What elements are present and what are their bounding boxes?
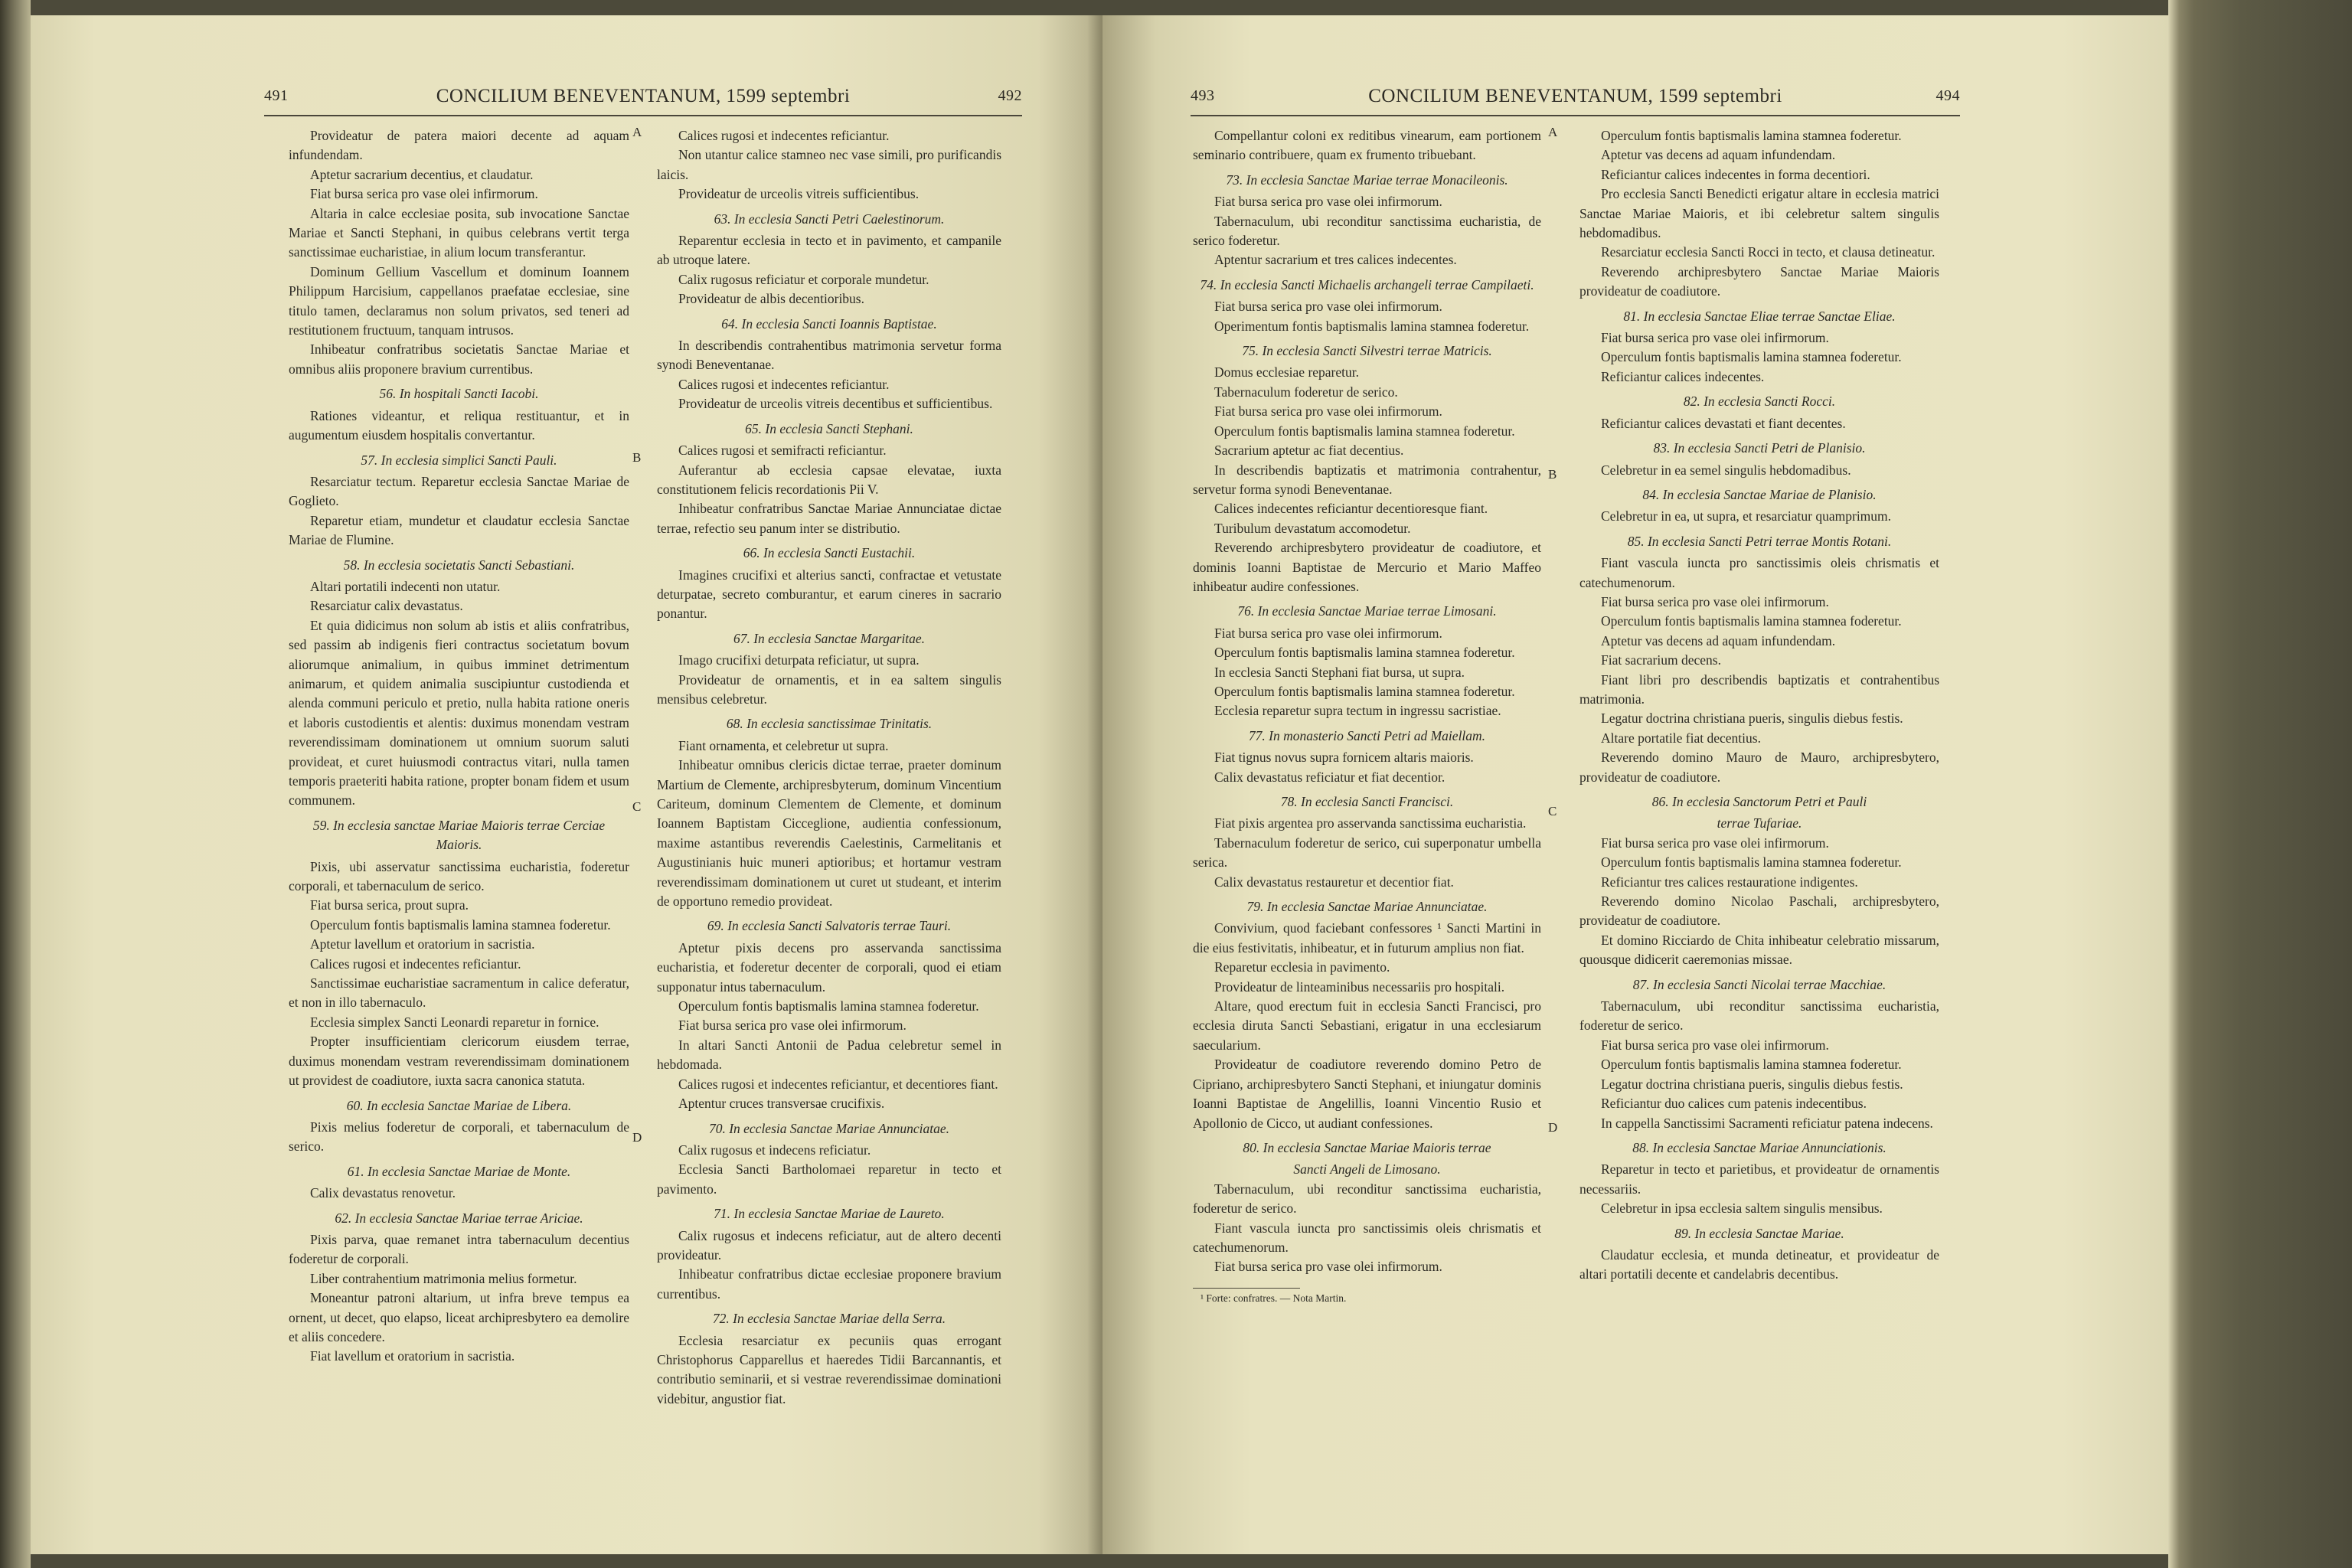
paragraph: Aptetur vas decens ad aquam infundendam.: [1601, 147, 1836, 163]
paragraph: Rationes videantur, et reliqua restituantur, et in augumentum eiusdem hospitalis convertantur.: [289, 407, 629, 443]
section-heading: 66. In ecclesia Sancti Eustachii.: [743, 545, 916, 561]
paragraph: Auferantur ab ecclesia capsae elevatae, iuxta constitutionem felicis recordationis Pii V.: [657, 462, 1001, 497]
paragraph: Fiat pixis argentea pro asservanda sanctissima eucharistia.: [1214, 815, 1527, 831]
paragraph: Calix rugosus reficiatur et corporale mundetur.: [678, 271, 929, 287]
paragraph: Calices indecentes reficiantur decentioresque fiant.: [1214, 501, 1488, 517]
paragraph: Imago crucifixi deturpata reficiatur, ut supra.: [678, 652, 920, 668]
footnote-rule: [1193, 1288, 1300, 1289]
right-column-1-body: [1193, 126, 1541, 1277]
paragraph: Convivium, quod faciebant confessores ¹ Sancti Martini in die eius festivitatis, inhibeatur, et in futurum amplius non fiat.: [1193, 920, 1541, 956]
section-heading: 62. In ecclesia Sanctae Mariae terrae Ariciae.: [335, 1210, 583, 1226]
section-heading: 87. In ecclesia Sancti Nicolai terrae Macchiae.: [1632, 976, 1886, 992]
book-edge-left: [0, 0, 31, 1568]
paragraph: Reparetur in tecto et parietibus, et provideatur de ornamentis necessariis.: [1579, 1161, 1939, 1197]
footnote: ¹ Forte: confratres. — Nota Martin.: [1200, 1292, 1347, 1304]
paragraph: Fiant ornamenta, et celebretur ut supra.: [678, 737, 889, 753]
paragraph: Calix devastatus reficiatur et fiat decentior.: [1214, 769, 1446, 785]
paragraph: Fiat bursa serica pro vase olei infirmorum.: [310, 186, 538, 202]
margin-mark-c: C: [632, 799, 642, 814]
section-heading: 67. In ecclesia Sanctae Margaritae.: [733, 630, 926, 646]
paragraph: Fiat bursa serica, prout supra.: [310, 897, 469, 913]
section-heading: 88. In ecclesia Sanctae Mariae Annunciationis.: [1632, 1139, 1886, 1155]
section-heading: 79. In ecclesia Sanctae Mariae Annunciatae.: [1246, 899, 1488, 915]
paragraph: Operculum fontis baptismalis lamina stamnea foderetur.: [1214, 645, 1515, 661]
paragraph: Calices rugosi et semifracti reficiantur.: [678, 443, 887, 459]
section-heading: 68. In ecclesia sanctissimae Trinitatis.: [726, 716, 933, 732]
paragraph: Ecclesia reparetur supra tectum in ingressu sacristiae.: [1214, 703, 1501, 719]
section-heading: 58. In ecclesia societatis Sancti Sebastiani.: [343, 557, 575, 573]
paragraph: Operimentum fontis baptismalis lamina stamnea foderetur.: [1214, 318, 1530, 334]
left-column-2: [657, 126, 1001, 1409]
section-heading: 61. In ecclesia Sanctae Mariae de Monte.: [347, 1163, 571, 1179]
section-heading: 65. In ecclesia Sancti Stephani.: [745, 420, 913, 436]
page-number: 494: [1936, 87, 1960, 104]
paragraph: Fiat bursa serica pro vase olei infirmorum.: [1601, 835, 1829, 851]
paragraph: Altare portatile fiat decentius.: [1601, 730, 1761, 746]
paragraph: Fiat bursa serica pro vase olei infirmorum.: [1601, 330, 1829, 346]
section-heading: 86. In ecclesia Sanctorum Petri et Pauli: [1651, 794, 1867, 809]
running-title: CONCILIUM BENEVENTANUM, 1599 septembri: [436, 86, 851, 106]
left-page: [31, 15, 1102, 1554]
paragraph: In cappella Sanctissimi Sacramenti reficiatur patena indecens.: [1601, 1115, 1933, 1131]
paragraph: Pixis, ubi asservatur sanctissima eucharistia, foderetur corporali, et tabernaculum de serico.: [289, 858, 629, 894]
page-number: 491: [264, 87, 289, 104]
paragraph: Fiant vascula iuncta pro sanctissimis oleis chrismatis et catechumenorum.: [1579, 555, 1939, 590]
paragraph: In altari Sancti Antonii de Padua celebretur semel in hebdomada.: [657, 1037, 1001, 1073]
paragraph: Pixis melius foderetur de corporali, et tabernaculum de serico.: [289, 1119, 629, 1155]
paragraph: Reficiantur calices indecentes.: [1601, 368, 1765, 384]
page-number: 493: [1191, 87, 1215, 104]
paragraph: Fiat bursa serica pro vase olei infirmorum.: [1214, 299, 1442, 315]
paragraph: Claudatur ecclesia, et munda detineatur, et provideatur de altari portatili decente et candelabris decentibus.: [1579, 1246, 1939, 1282]
running-title: CONCILIUM BENEVENTANUM, 1599 septembri: [1368, 86, 1782, 106]
paragraph: Operculum fontis baptismalis lamina stamnea foderetur.: [1601, 613, 1902, 629]
margin-mark-b: B: [1548, 467, 1557, 482]
paragraph: Aptetur sacrarium decentius, et claudatur.: [310, 166, 534, 182]
paragraph: Moneantur patroni altarium, ut infra breve tempus ea ornent, ut decet, quo elapso, liceat archipresbytero ea demolire et aliis concedere.: [289, 1290, 629, 1344]
section-heading: 83. In ecclesia Sancti Petri de Planisio.: [1653, 440, 1866, 456]
section-heading: 89. In ecclesia Sanctae Mariae.: [1674, 1225, 1844, 1241]
paragraph: Calices rugosi et indecentes reficiantur, et decentiores fiant.: [678, 1076, 998, 1092]
paragraph: Calices rugosi et indecentes reficiantur.: [310, 956, 521, 972]
paragraph: Altare, quod erectum fuit in ecclesia Sancti Francisci, pro ecclesia diruta Sancti Sebastiani, erigatur in una ecclesiarum saecularium.: [1193, 998, 1541, 1053]
paragraph: Fiat bursa serica pro vase olei infirmorum.: [1601, 1037, 1829, 1053]
paragraph: Aptetur lavellum et oratorium in sacristia.: [310, 936, 535, 952]
section-heading: 85. In ecclesia Sancti Petri terrae Montis Rotani.: [1627, 533, 1892, 549]
section-heading: 80. In ecclesia Sanctae Mariae Maioris terrae: [1243, 1139, 1491, 1155]
section-heading: 59. In ecclesia sanctae Mariae Maioris terrae Cerciae Maioris.: [312, 817, 606, 853]
paragraph: Fiant libri pro describendis baptizatis et contrahentibus matrimonia.: [1579, 671, 1939, 707]
paragraph: Fiat bursa serica pro vase olei infirmorum.: [1214, 403, 1442, 420]
running-head-left: [264, 77, 1022, 116]
paragraph: Fiat bursa serica pro vase olei infirmorum.: [678, 1018, 906, 1034]
paragraph: Reverendo archipresbytero Sanctae Mariae Maioris provideatur de coadiutore.: [1579, 263, 1939, 299]
margin-mark-d: D: [1548, 1120, 1558, 1135]
paragraph: Ecclesia resarciatur ex pecuniis quas errogant Christophorus Capparellus et haeredes Tidii Barcannantis, et contributio seminarii, et si vestrae reverendissimae dominationi videbitur, angustior fiat.: [657, 1332, 1001, 1406]
paragraph: Turibulum devastatum accomodetur.: [1214, 520, 1411, 536]
section-heading: 76. In ecclesia Sanctae Mariae terrae Limosani.: [1237, 603, 1497, 619]
margin-mark-a: A: [1548, 125, 1558, 139]
paragraph: Fiat sacrarium decens.: [1601, 652, 1721, 668]
paragraph: Provideatur de urceolis vitreis decentibus et sufficientibus.: [678, 396, 993, 412]
section-heading: 74. In ecclesia Sancti Michaelis archangeli terrae Campilaeti.: [1200, 276, 1534, 292]
paragraph: Tabernaculum, ubi reconditur sanctissima eucharistia, de serico foderetur.: [1193, 213, 1541, 249]
section-heading: 75. In ecclesia Sancti Silvestri terrae Matricis.: [1242, 343, 1492, 359]
paragraph: Calix rugosus et indecens reficiatur.: [678, 1142, 871, 1158]
paragraph: Aptentur sacrarium et tres calices indecentes.: [1214, 252, 1457, 268]
paragraph: Resarciatur ecclesia Sancti Rocci in tecto, et clausa detineatur.: [1601, 244, 1936, 260]
section-heading: 63. In ecclesia Sancti Petri Caelestinorum.: [714, 211, 945, 227]
paragraph: Operculum fontis baptismalis lamina stamnea foderetur.: [678, 998, 979, 1014]
paragraph: Operculum fontis baptismalis lamina stamnea foderetur.: [1601, 854, 1902, 871]
paragraph: Altaria in calce ecclesiae posita, sub invocatione Sanctae Mariae et Sancti Stephani, in quibus celebrans vertit terga sanctissimae eucharistiae, in alium locum transferantur.: [289, 205, 629, 260]
paragraph: Calix devastatus restauretur et decentior fiat.: [1214, 874, 1454, 890]
paragraph: Provideatur de urceolis vitreis sufficientibus.: [678, 186, 920, 202]
margin-mark-d: D: [632, 1130, 642, 1145]
paragraph: Dominum Gellium Vascellum et dominum Ioannem Philippum Harcisium, cappellanos praefatae ecclesiae, sine titulo tamen, declaramus non solum privatos, sed teneri ad restitutionem fructuum, tanquam intrusos.: [289, 263, 629, 338]
paragraph: Celebretur in ea semel singulis hebdomadibus.: [1601, 462, 1851, 478]
section-heading: 56. In hospitali Sancti Iacobi.: [379, 386, 539, 402]
paragraph: Reparetur etiam, mundetur et claudatur ecclesia Sanctae Mariae de Flumine.: [289, 512, 629, 548]
paragraph: Legatur doctrina christiana pueris, singulis diebus festis.: [1601, 1076, 1903, 1092]
paragraph: Reficiantur calices indecentes in forma decentiori.: [1601, 166, 1870, 182]
paragraph: Operculum fontis baptismalis lamina stamnea foderetur.: [1601, 1057, 1902, 1073]
section-heading: 72. In ecclesia Sanctae Mariae della Serra.: [712, 1311, 946, 1327]
paragraph: Et domino Ricciardo de Chita inhibeatur celebratio missarum, quousque didicerit caeremonias missae.: [1579, 932, 1939, 968]
paragraph: Provideatur de ornamentis, et in ea saltem singulis mensibus celebretur.: [657, 671, 1001, 707]
section-heading: 81. In ecclesia Sanctae Eliae terrae Sanctae Eliae.: [1623, 308, 1896, 324]
right-column-2: [1579, 126, 1939, 1285]
paragraph: Pixis parva, quae remanet intra tabernaculum decentius foderetur de corporali.: [289, 1231, 629, 1267]
paragraph: Reverendo domino Nicolao Paschali, archipresbytero, provideatur de coadiutore.: [1579, 893, 1939, 929]
margin-mark-b: B: [632, 450, 642, 465]
paragraph: Celebretur in ea, ut supra, et resarciatur quamprimum.: [1601, 508, 1892, 524]
paragraph: Operculum fontis baptismalis lamina stamnea foderetur.: [1601, 128, 1902, 143]
paragraph: Ecclesia simplex Sancti Leonardi reparetur in fornice.: [310, 1014, 599, 1030]
paragraph: Fiat bursa serica pro vase olei infirmorum.: [1214, 194, 1442, 210]
section-heading: 70. In ecclesia Sanctae Mariae Annunciatae.: [708, 1120, 950, 1136]
paragraph: Provideatur de linteaminibus necessariis pro hospitali.: [1214, 978, 1505, 995]
paragraph: Provideatur de patera maiori decente ad aquam infundendam.: [289, 128, 629, 163]
running-head-right: [1191, 77, 1960, 116]
right-column-1: [1193, 126, 1541, 1305]
paragraph: Propter insufficientiam clericorum eiusdem terrae, duximus monendam vestram reverendissimam dominationem ut providest de coadiutore, iuxta sacra canonica statuta.: [289, 1034, 629, 1089]
paragraph: Tabernaculum foderetur de serico, cui superponatur umbella serica.: [1193, 835, 1541, 871]
margin-mark-a: A: [632, 125, 642, 139]
paragraph: Operculum fontis baptismalis lamina stamnea foderetur.: [1214, 683, 1515, 699]
section-heading: 73. In ecclesia Sanctae Mariae terrae Monacileonis.: [1226, 172, 1508, 188]
paragraph: Imagines crucifixi et alterius sancti, confractae et vetustate deturpatae, secreto comburantur, et earum cineres in sacrario ponantur.: [657, 567, 1001, 622]
paragraph: Non utantur calice stamneo nec vase simili, pro purificandis laicis.: [657, 147, 1001, 182]
paragraph: Reverendo archipresbytero provideatur de coadiutore, et dominis Ioanni Baptistae de Mercurio et Mario Maffeo inhibeatur audire confessiones.: [1193, 540, 1541, 594]
section-heading: terrae Tufariae.: [1717, 815, 1802, 831]
right-page: [1102, 15, 2168, 1554]
paragraph: Fiat bursa serica pro vase olei infirmorum.: [1214, 1259, 1442, 1275]
paragraph: Calices rugosi et indecentes reficiantur.: [678, 376, 890, 392]
section-heading: 77. In monasterio Sancti Petri ad Maiellam.: [1248, 727, 1486, 743]
paragraph: In describendis baptizatis et matrimonia contrahentur, servetur forma synodi Beneventanae.: [1193, 462, 1541, 497]
paragraph: Inhibeatur confratribus societatis Sanctae Mariae et omnibus aliis proponere bravium currentibus.: [289, 341, 629, 377]
paragraph: Altari portatili indecenti non utatur.: [310, 578, 501, 594]
paragraph: Et quia didicimus non solum ab istis et aliis confratribus, sed passim ab indigenis fieri contractus societatum bovum aliorumque animalium, in quibus imminet detrimentum animarum, et quidem animalia suscipiuntur custodienda et alenda communi periculo et pretio, nulla habita ratione oneris et laboris custodientis et alentis: duximus monendam vestram reverendissimam dominationem ut omnium suorum saluti provideat, et curet huiusmodi contractus vitari, nulla tamen temporis praeteriti habita ratione, propter bonam fidem et usum communem.: [289, 617, 629, 808]
paragraph: Operculum fontis baptismalis lamina stamnea foderetur.: [310, 916, 611, 933]
section-heading: 57. In ecclesia simplici Sancti Pauli.: [361, 452, 557, 468]
left-column-1: [289, 126, 629, 1367]
book-edge-right: [2168, 0, 2352, 1568]
paragraph: Resarciatur calix devastatus.: [310, 598, 463, 614]
paragraph: Aptentur cruces transversae crucifixis.: [678, 1096, 885, 1112]
paragraph: Calix rugosus et indecens reficiatur, aut de altero decenti provideatur.: [657, 1227, 1001, 1263]
paragraph: Fiat bursa serica pro vase olei infirmorum.: [1601, 593, 1829, 609]
paragraph: Fiat lavellum et oratorium in sacristia.: [310, 1348, 515, 1364]
paragraph: Domus ecclesiae reparetur.: [1214, 364, 1360, 381]
section-heading: 78. In ecclesia Sancti Francisci.: [1280, 794, 1454, 809]
paragraph: Pro ecclesia Sancti Benedicti erigatur altare in ecclesia matrici Sanctae Mariae Maioris, et ibi celebretur saltem singulis hebdomadibus.: [1579, 186, 1939, 241]
paragraph: Calices rugosi et indecentes reficiantur.: [678, 128, 890, 143]
paragraph: Compellantur coloni ex reditibus vinearum, eam portionem seminario contribuere, quam ex frumento tribuebant.: [1193, 128, 1541, 163]
paragraph: Resarciatur tectum. Reparetur ecclesia Sanctae Mariae de Goglieto.: [289, 473, 629, 509]
section-heading: 60. In ecclesia Sanctae Mariae de Libera.: [346, 1097, 572, 1113]
paragraph: Tabernaculum foderetur de serico.: [1214, 384, 1398, 400]
paragraph: Inhibeatur confratribus dictae ecclesiae proponere bravium currentibus.: [657, 1266, 1001, 1302]
section-heading: 84. In ecclesia Sanctae Mariae de Planisio.: [1642, 486, 1877, 502]
paragraph: Tabernaculum, ubi reconditur sanctissima eucharistia, foderetur de serico.: [1579, 998, 1939, 1034]
paragraph: Operculum fontis baptismalis lamina stamnea foderetur.: [1214, 423, 1515, 439]
paragraph: In ecclesia Sancti Stephani fiat bursa, ut supra.: [1214, 664, 1465, 680]
paragraph: Celebretur in ipsa ecclesia saltem singulis mensibus.: [1601, 1200, 1883, 1217]
paragraph: Reficiantur tres calices restauratione indigentes.: [1601, 874, 1858, 890]
paragraph: Sacrarium aptetur ac fiat decentius.: [1214, 443, 1404, 459]
paragraph: Tabernaculum, ubi reconditur sanctissima eucharistia, foderetur de serico.: [1193, 1181, 1541, 1217]
paragraph: In describendis contrahentibus matrimonia servetur forma synodi Beneventanae.: [657, 338, 1001, 373]
paragraph: Fiat bursa serica pro vase olei infirmorum.: [1214, 625, 1442, 641]
section-heading: Sancti Angeli de Limosano.: [1293, 1161, 1441, 1178]
paragraph: Reverendo domino Mauro de Mauro, archipresbytero, provideatur de coadiutore.: [1579, 750, 1939, 785]
paragraph: Reparentur ecclesia in tecto et in pavimento, et campanile ab utroque latere.: [657, 233, 1001, 268]
paragraph: Calix devastatus renovetur.: [310, 1185, 456, 1201]
paragraph: Sanctissimae eucharistiae sacramentum in calice deferatur, et non in illo tabernaculo.: [289, 975, 629, 1011]
paragraph: Inhibeatur confratribus Sanctae Mariae Annunciatae dictae terrae, refectio seu panum inter se distributio.: [657, 501, 1001, 536]
margin-mark-c: C: [1548, 804, 1557, 818]
paragraph: Provideatur de coadiutore reverendo domino Petro de Cipriano, archipresbytero Sancti Stephani, et iniungatur dominis Ioanni Baptistae de Angelillis, Ioanni Vincentio Rusio et Apollonio de Cicco, ut audiant confessiones.: [1193, 1057, 1541, 1131]
page-number: 492: [998, 87, 1022, 104]
paragraph: Reficiantur calices devastati et fiant decentes.: [1601, 415, 1846, 431]
paragraph: Aptetur vas decens ad aquam infundendam.: [1601, 632, 1836, 648]
section-heading: 69. In ecclesia Sancti Salvatoris terrae Tauri.: [707, 918, 952, 934]
paragraph: Legatur doctrina christiana pueris, singulis diebus festis.: [1601, 710, 1903, 727]
section-heading: 82. In ecclesia Sancti Rocci.: [1683, 394, 1836, 410]
paragraph: Provideatur de albis decentioribus.: [678, 291, 864, 307]
paragraph: Reficiantur duo calices cum patenis indecentibus.: [1601, 1096, 1867, 1112]
paragraph: Fiant vascula iuncta pro sanctissimis oleis chrismatis et catechumenorum.: [1193, 1220, 1541, 1255]
paragraph: Ecclesia Sancti Bartholomaei reparetur in tecto et pavimento.: [657, 1161, 1001, 1197]
paragraph: Operculum fontis baptismalis lamina stamnea foderetur.: [1601, 349, 1902, 365]
section-heading: 71. In ecclesia Sanctae Mariae de Laureto.: [714, 1206, 945, 1222]
paragraph: Liber contrahentium matrimonia melius formetur.: [310, 1270, 577, 1286]
paragraph: Aptetur pixis decens pro asservanda sanctissima eucharistia, et foderetur decenter de corporali, quod ei etiam supponatur intus tabernaculum.: [657, 939, 1001, 995]
section-heading: 64. In ecclesia Sancti Ioannis Baptistae.: [721, 315, 937, 332]
paragraph: Inhibeatur omnibus clericis dictae terrae, praeter dominum Martium de Clemente, archipresbyterum, dominum Vincentium Cariteum, dominum Clementem de Clemente, et dominum Ioannem Baptistam Cicceglione, audientia confessionum, maxime astantibus reverendis Caelestinis, Carmelitanis et Augustinianis huic muneri aptioribus; et hortamur vestram reverendissimam dominationem ut curet ut studeant, et interim de opportuno remedio provideat.: [657, 757, 1001, 910]
paragraph: Reparetur ecclesia in pavimento.: [1214, 959, 1390, 975]
paragraph: Fiat tignus novus supra fornicem altaris maioris.: [1214, 750, 1474, 766]
